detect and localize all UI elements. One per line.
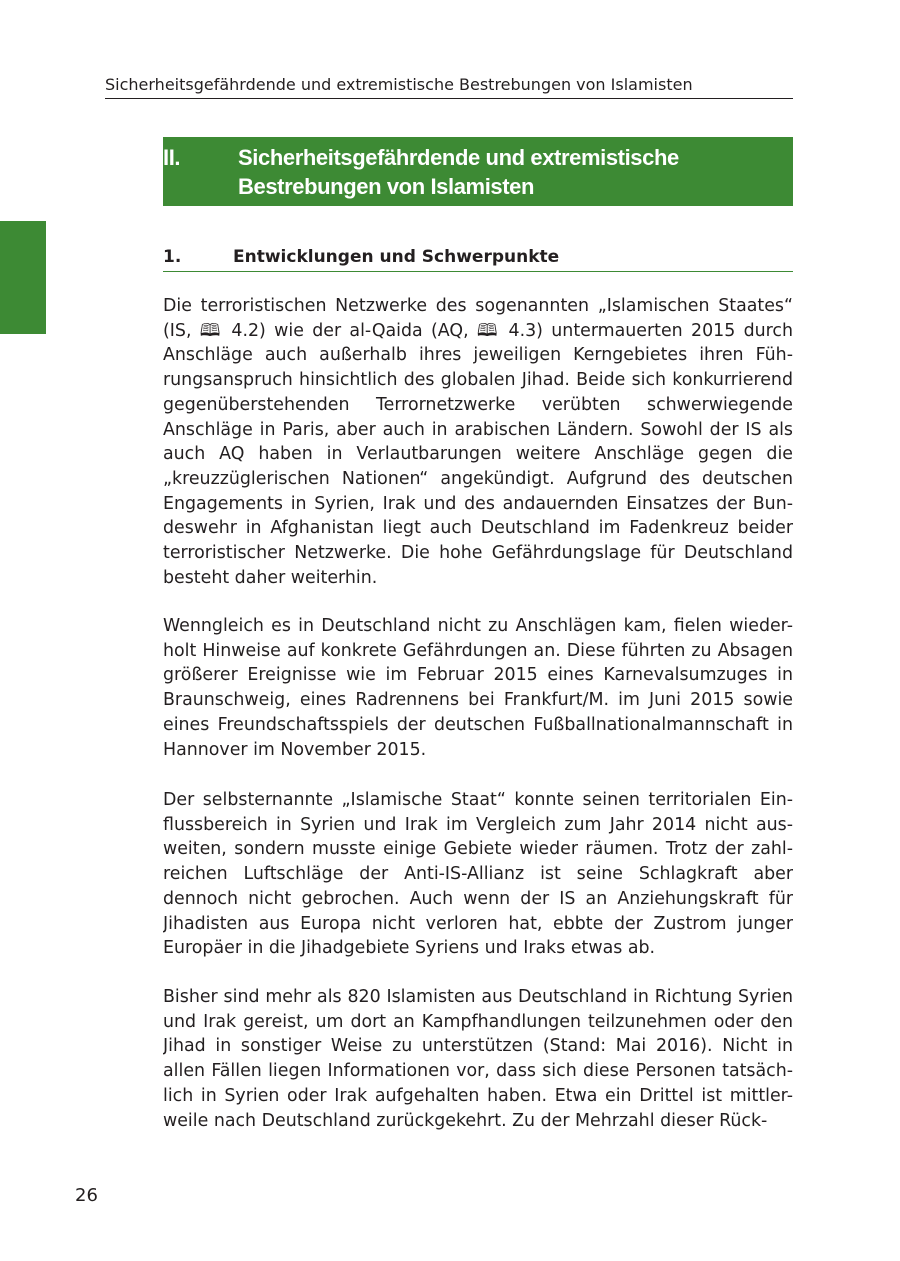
paragraph-line: allen Fällen liegen Informationen vor, dass sich diese Personen tatsäch- [163, 1061, 793, 1082]
section-heading [163, 245, 793, 272]
chapter-title-line: Bestrebungen von Islamisten [238, 174, 535, 199]
paragraph-line: Bisher sind mehr als 820 Islamisten aus Deutschland in Richtung Syrien [163, 987, 793, 1007]
paragraph-line: Anschläge in Paris, aber auch in arabischen Ländern. Sowohl der IS als [163, 419, 793, 440]
chapter-side-tab [0, 221, 46, 334]
header-divider [105, 98, 793, 99]
paragraph-line: dennoch nicht gebrochen. Auch wenn der IS an Anziehungskraft für [163, 888, 793, 909]
paragraph-line: und Irak gereist, um dort an Kampfhandlungen teilzunehmen oder den [163, 1011, 793, 1032]
section-number: 1. [163, 247, 182, 267]
paragraph-line: weile nach Deutschland zurückgekehrt. Zu der Mehrzahl dieser Rück- [163, 1110, 768, 1131]
page-number: 26 [75, 1185, 98, 1206]
paragraph-line: holt Hinweise auf konkrete Gefährdungen an. Diese führten zu Absagen [163, 640, 793, 661]
paragraph-line: deswehr in Afghanistan liegt auch Deutschland im Fadenkreuz beider [163, 518, 793, 539]
paragraph-line: Braunschweig, eines Radrennens bei Frankfurt/M. im Juni 2015 sowie [163, 690, 793, 711]
paragraph-line: reichen Luftschläge der Anti-IS-Allianz ist seine Schlagkraft aber [163, 864, 793, 885]
paragraph-line: flussbereich in Syrien und Irak im Vergleich zum Jahr 2014 nicht aus- [163, 814, 793, 835]
paragraph-line: Engagements in Syrien, Irak und des andauernden Einsatzes der Bun- [163, 493, 793, 514]
chapter-title-line: Sicherheitsgefährdende und extremistische [238, 145, 679, 170]
paragraph-line: Die terroristischen Netzwerke des sogenannten „Islamischen Staates“ [163, 296, 793, 316]
paragraph-line: „kreuzzüglerischen Nationen“ angekündigt. Aufgrund des deutschen [163, 468, 793, 489]
running-header: Sicherheitsgefährdende und extremistische Bestrebungen von Islamisten [105, 75, 693, 94]
body-paragraph [163, 985, 793, 1133]
paragraph-line: weiten, sondern musste einige Gebiete wieder räumen. Trotz der zahl- [163, 839, 793, 860]
paragraph-line: eines Freundschaftsspiels der deutschen Fußballnationalmannschaft in [163, 714, 793, 735]
paragraph-line: rungsanspruch hinsichtlich des globalen Jihad. Beide sich konkurrierend [163, 370, 793, 391]
paragraph-line: gegenüberstehenden Terrornetzwerke verübten schwerwiegende [163, 394, 793, 415]
paragraph-line: terroristischer Netzwerke. Die hohe Gefährdungslage für Deutschland [163, 543, 793, 564]
paragraph-line: (IS, 🕮 4.2) wie der al-Qaida (AQ, 🕮 4.3) untermauerten 2015 durch [163, 320, 793, 341]
body-paragraph [163, 788, 793, 961]
paragraph-line: Hannover im November 2015. [163, 739, 427, 760]
paragraph-line: Europäer in die Jihadgebiete Syriens und Iraks etwas ab. [163, 938, 656, 959]
body-paragraph [163, 614, 793, 762]
paragraph-line: besteht daher weiterhin. [163, 567, 378, 588]
paragraph-line: Wenngleich es in Deutschland nicht zu Anschlägen kam, fielen wieder- [163, 616, 793, 636]
paragraph-line: Der selbsternannte „Islamische Staat“ konnte seinen territorialen Ein- [163, 790, 793, 810]
paragraph-line: auch AQ haben in Verlautbarungen weitere Anschläge gegen die [163, 444, 793, 465]
paragraph-line: lich in Syrien oder Irak aufgehalten haben. Etwa ein Drittel ist mittler- [163, 1085, 793, 1106]
paragraph-line: größerer Ereignisse wie im Februar 2015 eines Karnevalsumzuges in [163, 665, 793, 686]
section-title: Entwicklungen und Schwerpunkte [233, 247, 560, 267]
paragraph-line: Jihad in sonstiger Weise zu unterstützen (Stand: Mai 2016). Nicht in [163, 1036, 793, 1057]
body-paragraph [163, 294, 793, 590]
paragraph-line: Anschläge auch außerhalb ihres jeweiligen Kerngebietes ihren Füh- [163, 345, 793, 366]
paragraph-line: Jihadisten aus Europa nicht verloren hat, ebbte der Zustrom junger [163, 913, 793, 934]
chapter-banner [163, 137, 793, 206]
chapter-title [238, 143, 758, 201]
chapter-number: II. [163, 145, 181, 170]
